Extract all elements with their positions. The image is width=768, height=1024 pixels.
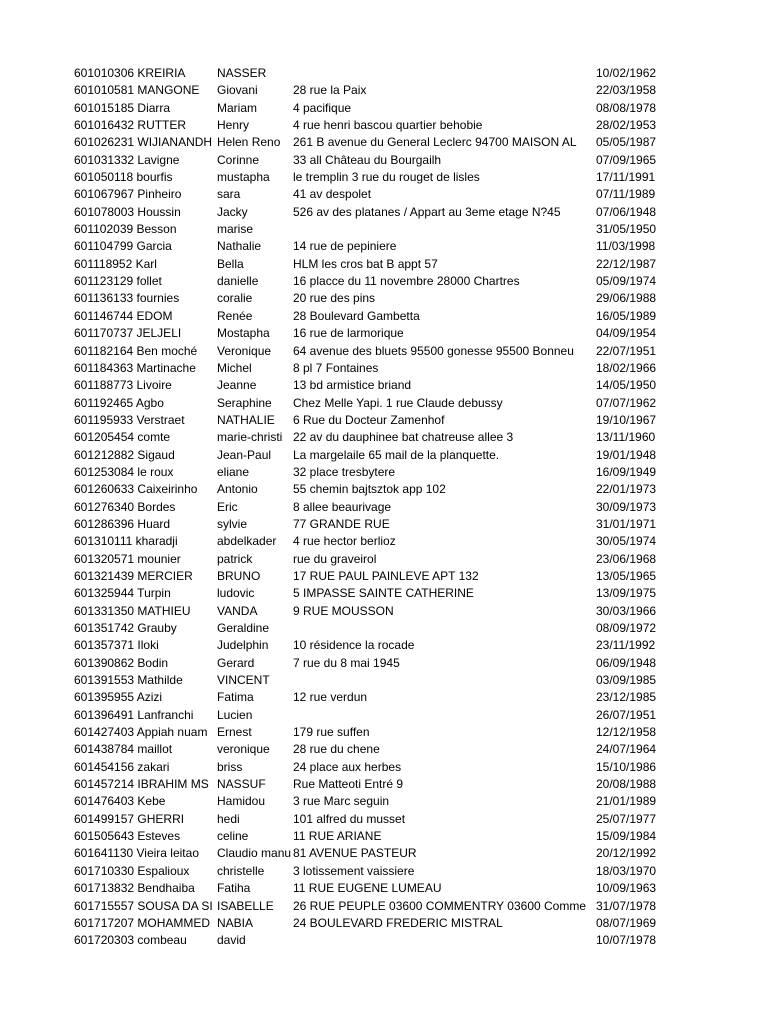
cell-first-name: Geraldine	[217, 621, 270, 635]
cell-first-name: Mostapha	[217, 326, 270, 341]
cell-address: 3 rue Marc seguin	[293, 794, 390, 809]
cell-address: 4 rue hector berlioz	[293, 534, 396, 549]
cell-first-name: christelle	[217, 863, 265, 878]
table-row	[0, 915, 768, 932]
cell-first-name: ludovic	[217, 586, 255, 601]
table-row	[0, 273, 768, 290]
cell-address: 101 alfred du musset	[293, 811, 406, 826]
cell-address: le tremplin 3 rue du rouget de lisles	[293, 170, 480, 185]
cell-address: 64 avenue des bluets 95500 gonesse 95500 Bonneu	[293, 343, 574, 358]
cell-id-name: 601331350 MATHIEU	[74, 603, 191, 618]
cell-first-name: ISABELLE	[217, 898, 274, 913]
cell-first-name: marise	[217, 222, 254, 237]
cell-first-name: Jean-Paul	[217, 447, 272, 462]
cell-id-name: 601026231 WIJIANANDH	[74, 135, 213, 150]
cell-id-name: 601357371 Iloki	[74, 638, 159, 653]
table-row	[0, 516, 768, 533]
table-row	[0, 100, 768, 117]
cell-first-name: mustapha	[217, 170, 270, 185]
cell-id-name: 601123129 follet	[74, 274, 162, 289]
cell-address: 9 RUE MOUSSON	[293, 603, 394, 618]
cell-date: 30/03/1966	[596, 603, 657, 618]
cell-first-name: sara	[217, 187, 241, 202]
cell-first-name: VINCENT	[217, 673, 270, 688]
cell-address: 28 rue la Paix	[293, 83, 367, 98]
cell-first-name: marie-christi	[217, 430, 283, 445]
table-row	[0, 620, 768, 637]
cell-address: HLM les cros bat B appt 57	[293, 256, 438, 271]
cell-id-name: 601720303 combeau	[74, 933, 187, 948]
cell-address: 28 Boulevard Gambetta	[293, 308, 420, 323]
cell-first-name: Ernest	[217, 725, 252, 740]
table-row	[0, 707, 768, 724]
cell-first-name: Jeanne	[217, 378, 257, 393]
cell-id-name: 601499157 GHERRI	[74, 811, 185, 826]
cell-address: 32 place tresbytere	[293, 464, 396, 479]
cell-first-name: Henry	[217, 118, 250, 133]
table-row	[0, 325, 768, 342]
cell-id-name: 601286396 Huard	[74, 516, 171, 531]
cell-address: 26 RUE PEUPLE 03600 COMMENTRY 03600 Comme	[293, 898, 587, 913]
table-row	[0, 186, 768, 203]
cell-address: 3 lotissement vaissiere	[293, 863, 415, 878]
cell-first-name: Judelphin	[217, 638, 269, 653]
cell-first-name: Claudio manu	[217, 846, 292, 861]
cell-date: 28/02/1953	[596, 118, 657, 133]
table-row	[0, 152, 768, 169]
cell-date: 18/02/1966	[596, 360, 657, 375]
cell-id-name: 601136133 fournies	[74, 291, 180, 306]
table-row	[0, 637, 768, 654]
cell-first-name: BRUNO	[217, 568, 261, 583]
table-row	[0, 724, 768, 741]
cell-date: 07/07/1962	[596, 395, 657, 410]
table-row	[0, 863, 768, 880]
cell-address: 11 RUE EUGENE LUMEAU	[293, 881, 442, 896]
cell-id-name: 601454156 zakari	[74, 759, 170, 774]
cell-date: 23/06/1968	[596, 551, 657, 566]
table-row	[0, 672, 768, 689]
cell-id-name: 601390862 Bodin	[74, 655, 169, 670]
cell-date: 29/06/1988	[596, 291, 657, 306]
cell-id-name: 601320571 mounier	[74, 551, 181, 566]
cell-id-name: 601717207 MOHAMMED	[74, 915, 211, 930]
cell-first-name: patrick	[217, 551, 253, 566]
table-row	[0, 741, 768, 758]
table-row	[0, 880, 768, 897]
cell-address: 81 AVENUE PASTEUR	[293, 846, 417, 861]
cell-id-name: 601010581 MANGONE	[74, 83, 200, 98]
table-row	[0, 481, 768, 498]
cell-address: 41 av despolet	[293, 187, 372, 202]
cell-first-name: Corinne	[217, 152, 260, 167]
cell-address: 77 GRANDE RUE	[293, 516, 390, 531]
cell-first-name: danielle	[217, 274, 259, 289]
cell-date: 22/12/1987	[596, 256, 657, 271]
cell-address: 261 B avenue du General Leclerc 94700 MAISON AL	[293, 135, 577, 150]
cell-id-name: 601102039 Besson	[74, 222, 177, 237]
table-row	[0, 533, 768, 550]
cell-address: 8 allee beaurivage	[293, 499, 392, 514]
cell-date: 04/09/1954	[596, 326, 657, 341]
cell-first-name: briss	[217, 759, 243, 774]
cell-date: 14/05/1950	[596, 378, 657, 393]
cell-address: 22 av du dauphinee bat chatreuse allee 3	[293, 430, 514, 445]
cell-date: 12/12/1958	[596, 725, 657, 740]
cell-date: 13/11/1960	[596, 430, 656, 445]
table-row	[0, 221, 768, 238]
cell-id-name: 601182164 Ben moché	[74, 343, 198, 358]
table-row	[0, 811, 768, 828]
cell-first-name: Hamidou	[217, 794, 266, 809]
cell-address: rue du graveirol	[293, 551, 377, 566]
cell-date: 10/02/1962	[596, 66, 657, 80]
cell-date: 23/12/1985	[596, 690, 657, 705]
table-row	[0, 65, 768, 82]
cell-date: 08/07/1969	[596, 915, 657, 930]
cell-first-name: NASSER	[217, 66, 267, 80]
cell-first-name: Fatima	[217, 690, 254, 705]
cell-id-name: 601457214 IBRAHIM MS	[74, 777, 209, 792]
cell-address: 28 rue du chene	[293, 742, 380, 757]
table-row	[0, 828, 768, 845]
cell-date: 13/05/1965	[596, 568, 657, 583]
table-row	[0, 360, 768, 377]
cell-first-name: Helen Reno	[217, 135, 281, 150]
cell-id-name: 601710330 Espalioux	[74, 863, 190, 878]
cell-date: 07/11/1989	[596, 187, 656, 202]
cell-address: Chez Melle Yapi. 1 rue Claude debussy	[293, 395, 503, 410]
table-row	[0, 603, 768, 620]
table-row	[0, 551, 768, 568]
cell-date: 20/12/1992	[596, 846, 657, 861]
cell-first-name: Antonio	[217, 482, 258, 497]
cell-first-name: sylvie	[217, 516, 248, 531]
table-row	[0, 845, 768, 862]
cell-date: 08/08/1978	[596, 100, 657, 115]
cell-first-name: Eric	[217, 499, 238, 514]
cell-address: 11 RUE ARIANE	[293, 829, 382, 844]
cell-address: 13 bd armistice briand	[293, 378, 412, 393]
cell-first-name: Jacky	[217, 204, 248, 219]
cell-date: 30/09/1973	[596, 499, 657, 514]
table-row	[0, 429, 768, 446]
cell-address: 33 all Château du Bourgailh	[293, 152, 442, 167]
cell-first-name: coralie	[217, 291, 253, 306]
cell-date: 06/09/1948	[596, 655, 657, 670]
cell-id-name: 601476403 Kebe	[74, 794, 166, 809]
cell-date: 19/10/1967	[596, 412, 657, 427]
cell-id-name: 601015185 Diarra	[74, 100, 171, 115]
cell-id-name: 601031332 Lavigne	[74, 152, 180, 167]
cell-date: 10/09/1963	[596, 881, 657, 896]
cell-date: 16/05/1989	[596, 308, 657, 323]
cell-date: 11/03/1998	[596, 239, 656, 254]
table-row	[0, 655, 768, 672]
table-row	[0, 898, 768, 915]
cell-date: 03/09/1985	[596, 673, 657, 688]
cell-id-name: 601253084 le roux	[74, 464, 174, 479]
cell-date: 13/09/1975	[596, 586, 657, 601]
cell-address: 16 placce du 11 novembre 28000 Chartres	[293, 274, 520, 289]
cell-address: 7 rue du 8 mai 1945	[293, 655, 400, 670]
cell-date: 22/01/1973	[596, 482, 657, 497]
table-row	[0, 290, 768, 307]
table-row	[0, 343, 768, 360]
table-row	[0, 776, 768, 793]
cell-date: 15/09/1984	[596, 829, 657, 844]
cell-address: 10 résidence la rocade	[293, 638, 415, 653]
cell-address: 4 pacifique	[293, 100, 352, 115]
cell-address: 4 rue henri bascou quartier behobie	[293, 118, 483, 133]
cell-first-name: NABIA	[217, 915, 254, 930]
table-row	[0, 117, 768, 134]
table-row	[0, 412, 768, 429]
cell-address: 526 av des platanes / Appart au 3eme etage N?45	[293, 204, 561, 219]
cell-date: 17/11/1991	[596, 170, 656, 185]
table-row	[0, 759, 768, 776]
table-row	[0, 238, 768, 255]
cell-id-name: 601118952 Karl	[74, 256, 157, 271]
cell-date: 31/01/1971	[596, 516, 657, 531]
cell-date: 26/07/1951	[596, 707, 657, 722]
cell-date: 19/01/1948	[596, 447, 657, 462]
cell-date: 31/05/1950	[596, 222, 657, 237]
table-row	[0, 82, 768, 99]
table-row	[0, 464, 768, 481]
cell-id-name: 601067967 Pinheiro	[74, 187, 182, 202]
cell-first-name: Nathalie	[217, 239, 262, 254]
table-row	[0, 585, 768, 602]
cell-id-name: 601713832 Bendhaiba	[74, 881, 195, 896]
cell-first-name: veronique	[217, 742, 270, 757]
cell-address: 20 rue des pins	[293, 291, 376, 306]
cell-id-name: 601010306 KREIRIA	[74, 66, 186, 80]
cell-id-name: 601438784 maillot	[74, 742, 173, 757]
cell-first-name: Renée	[217, 308, 253, 323]
cell-first-name: eliane	[217, 464, 250, 479]
cell-id-name: 601188773 Livoire	[74, 378, 172, 393]
table-row	[0, 395, 768, 412]
cell-date: 21/01/1989	[596, 794, 657, 809]
cell-id-name: 601391553 Mathilde	[74, 673, 183, 688]
cell-date: 05/05/1987	[596, 135, 657, 150]
cell-date: 16/09/1949	[596, 464, 657, 479]
cell-first-name: Gerard	[217, 655, 255, 670]
cell-date: 07/06/1948	[596, 204, 657, 219]
table-row	[0, 256, 768, 273]
table-row	[0, 169, 768, 186]
cell-id-name: 601396491 Lanfranchi	[74, 707, 194, 722]
cell-date: 08/09/1972	[596, 621, 657, 635]
cell-first-name: Giovani	[217, 83, 258, 98]
cell-address: 16 rue de larmorique	[293, 326, 404, 341]
cell-address: 179 rue suffen	[293, 725, 370, 740]
table-row	[0, 204, 768, 221]
cell-id-name: 601016432 RUTTER	[74, 118, 187, 133]
cell-id-name: 601078003 Houssin	[74, 204, 181, 219]
data-table	[0, 65, 768, 950]
table-row	[0, 689, 768, 706]
cell-id-name: 601195933 Verstraet	[74, 412, 185, 427]
cell-id-name: 601205454 comte	[74, 430, 171, 445]
table-row	[0, 499, 768, 516]
cell-id-name: 601146744 EDOM	[74, 308, 173, 323]
cell-date: 25/07/1977	[596, 811, 657, 826]
table-row	[0, 447, 768, 464]
cell-date: 15/10/1986	[596, 759, 657, 774]
cell-id-name: 601641130 Vieira leitao	[74, 846, 199, 861]
cell-address: 24 BOULEVARD FREDERIC MISTRAL	[293, 915, 503, 930]
cell-first-name: Bella	[217, 256, 244, 271]
cell-id-name: 601505643 Esteves	[74, 829, 181, 844]
cell-first-name: Mariam	[217, 100, 258, 115]
cell-address: Rue Matteoti Entré 9	[293, 777, 404, 792]
cell-id-name: 601104799 Garcia	[74, 239, 172, 254]
table-row	[0, 932, 768, 949]
cell-first-name: Michel	[217, 360, 252, 375]
cell-first-name: Lucien	[217, 707, 253, 722]
cell-address: 24 place aux herbes	[293, 759, 402, 774]
cell-first-name: abdelkader	[217, 534, 277, 549]
cell-address: 12 rue verdun	[293, 690, 368, 705]
cell-id-name: 601321439 MERCIER	[74, 568, 193, 583]
cell-date: 22/07/1951	[596, 343, 657, 358]
cell-date: 30/05/1974	[596, 534, 657, 549]
cell-id-name: 601212882 Sigaud	[74, 447, 175, 462]
cell-id-name: 601170737 JELJELI	[74, 326, 182, 341]
cell-address: 8 pl 7 Fontaines	[293, 360, 379, 375]
cell-first-name: NATHALIE	[217, 412, 275, 427]
cell-address: La margelaile 65 mail de la planquette.	[293, 447, 500, 462]
table-row	[0, 134, 768, 151]
cell-id-name: 601192465 Agbo	[74, 395, 164, 410]
cell-id-name: 601050118 bourfis	[74, 170, 173, 185]
table-row	[0, 793, 768, 810]
cell-id-name: 601715557 SOUSA DA SI	[74, 898, 213, 913]
cell-address: 55 chemin bajtsztok app 102	[293, 482, 446, 497]
cell-first-name: Seraphine	[217, 395, 272, 410]
cell-id-name: 601395955 Azizi	[74, 690, 163, 705]
cell-id-name: 601351742 Grauby	[74, 621, 177, 635]
cell-address: 6 Rue du Docteur Zamenhof	[293, 412, 445, 427]
cell-id-name: 601427403 Appiah nuam	[74, 725, 208, 740]
cell-first-name: Fatiha	[217, 881, 251, 896]
cell-id-name: 601260633 Caixeirinho	[74, 482, 198, 497]
cell-id-name: 601310111 kharadji	[74, 534, 178, 549]
cell-first-name: Veronique	[217, 343, 272, 358]
cell-id-name: 601276340 Bordes	[74, 499, 176, 514]
cell-first-name: david	[217, 933, 246, 948]
table-row	[0, 308, 768, 325]
cell-date: 31/07/1978	[596, 898, 657, 913]
cell-date: 10/07/1978	[596, 933, 657, 948]
cell-first-name: hedi	[217, 811, 240, 826]
cell-date: 23/11/1992	[596, 638, 656, 653]
cell-address: 17 RUE PAUL PAINLEVE APT 132	[293, 568, 479, 583]
cell-address: 5 IMPASSE SAINTE CATHERINE	[293, 586, 474, 601]
cell-date: 18/03/1970	[596, 863, 657, 878]
cell-first-name: NASSUF	[217, 777, 266, 792]
cell-first-name: VANDA	[217, 603, 258, 618]
cell-address: 14 rue de pepiniere	[293, 239, 397, 254]
cell-date: 05/09/1974	[596, 274, 657, 289]
cell-first-name: celine	[217, 829, 249, 844]
cell-id-name: 601184363 Martinache	[74, 360, 196, 375]
cell-date: 24/07/1964	[596, 742, 657, 757]
table-row	[0, 377, 768, 394]
cell-date: 20/08/1988	[596, 777, 657, 792]
cell-date: 22/03/1958	[596, 83, 657, 98]
table-row	[0, 568, 768, 585]
cell-date: 07/09/1965	[596, 152, 657, 167]
cell-id-name: 601325944 Turpin	[74, 586, 171, 601]
